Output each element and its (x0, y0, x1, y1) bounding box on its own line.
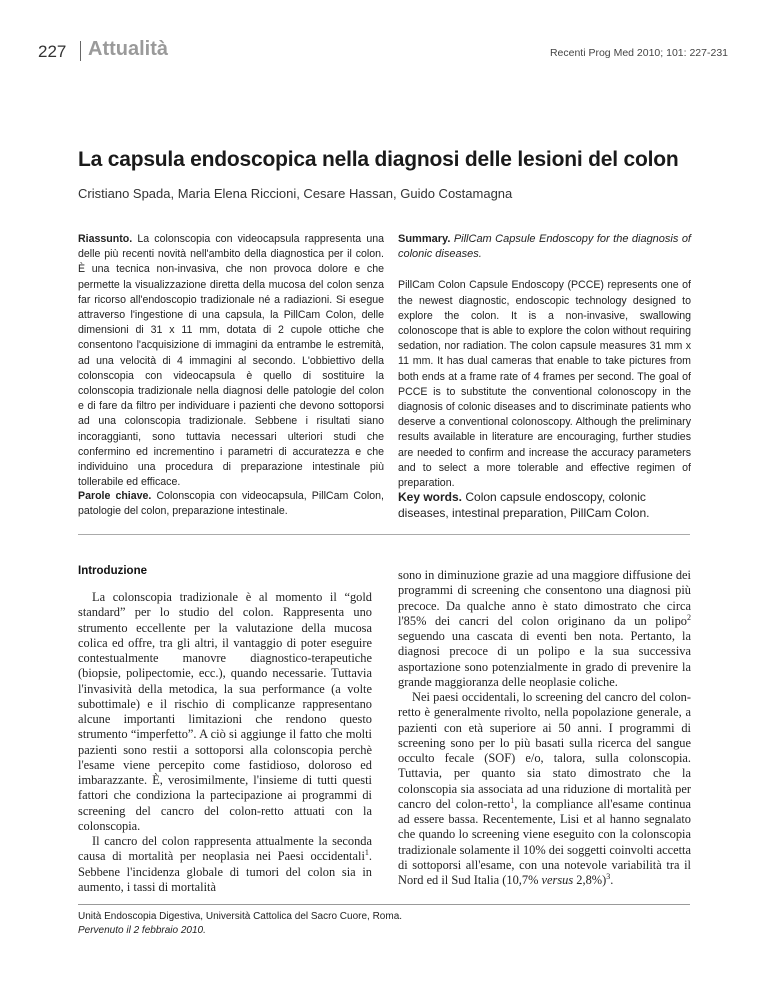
keywords-it: Colonscopia con videocapsula, PillCam Colon, patologie del colon, preparazione intestinale. (78, 490, 384, 518)
text-span: . (610, 873, 614, 887)
text-span: 2,8%) (573, 873, 607, 887)
text-span: sono in diminuzione grazie ad una maggiore diffusione dei programmi di screening che consentono una diagnosi più precoce. Da qualche anno è stato dimostrato che circa l'85% dei cancri del colon originano da un polipo (398, 568, 691, 628)
journal-citation: Recenti Prog Med 2010; 101: 227-231 (549, 47, 728, 59)
section-title: Attualità (88, 38, 168, 60)
text-span: , la compliance all'esame continua ad essere bassa. Recentemente, Lisi et al hanno segnalato che quando lo screening viene eseguito con la colonscopia tradizionale solamente il 10% dei soggetti coinvolti accetta di sottoporsi all'esame, con una notevole variabilità tra il Nord ed il Sud Italia (10,7% (398, 796, 691, 887)
text-span: . Sebbene l'incidenza globale di tumori del colon sia in aumento, i tassi di mortalità (78, 849, 372, 894)
text-span: Il cancro del colon rappresenta attualmente la seconda causa di mortalità per neoplasia nei Paesi occidentali (78, 834, 372, 864)
keywords-en: Colon capsule endoscopy, colonic diseases, intestinal preparation, PillCam Colon. (398, 490, 650, 520)
paragraph (78, 834, 372, 895)
text-span: Nei paesi occidentali, lo screening del cancro del colon-retto è generalmente rivolto, nella popolazione generale, a pazienti con età superiore ai 50 anni. I programmi di screening sono per lo più basati sulla ricerca del sangue occulto fecale (SOF) e/o, talora, sulla colonscopia. Tuttavia, per quanto sia stato dimostrato che la colonscopia sia associata ad una riduzione di mortalità per cancro del colon-retto (398, 690, 691, 811)
page-number: 227 (38, 42, 67, 61)
reference: 2 (687, 612, 691, 622)
reference: 3 (606, 871, 611, 881)
reference: 1 (364, 848, 369, 858)
paragraph: La colonscopia tradizionale è al momento il “gold standard” per lo studio del colon. Rappresenta uno strumento eccellente per la valutazione della mucosa colica ed offre, tra gli altri, il vantaggio di poter eseguire contestualmente manovre diagnostico-terapeutiche (biopsie, polipectomie, ecc.), quando necessarie. Tuttavia l'invasività della metodica, la sua performance (a volte subottimale) e il rischio di complicanze rappresentano alcune importanti limitazioni che rendono questo strumento “imperfetto”. A ciò si aggiunge il fatto che molti pazienti sono restii a sottoporsi alla colonscopia perchè l'esame viene percepito come fastidioso, doloroso ed imbarazzante. È, verosimilmente, l'insieme di tutti questi fattori che condiziona la partecipazione ai programmi di screening del cancro del colon-retto attuati con la colonscopia. (78, 590, 372, 833)
abstract-en-label: Summary. (398, 233, 451, 245)
paragraph (398, 690, 691, 888)
keywords-italian (78, 489, 384, 519)
article-title: La capsula endoscopica nella diagnosi delle lesioni del colon (78, 148, 679, 171)
intro-heading: Introduzione (78, 565, 147, 577)
abstract-divider (78, 534, 690, 535)
text-italic: versus (541, 873, 574, 887)
received-date: Pervenuto il 2 febbraio 2010. (78, 925, 206, 936)
body-column-left (78, 590, 372, 895)
keywords-it-label: Parole chiave. (78, 490, 152, 502)
abstract-italian (78, 232, 384, 490)
article-authors: Cristiano Spada, Maria Elena Riccioni, Cesare Hassan, Guido Costamagna (78, 186, 513, 201)
paragraph (398, 568, 691, 690)
affiliation: Unità Endoscopia Digestiva, Università Cattolica del Sacro Cuore, Roma. (78, 911, 403, 922)
text-span: seguendo una cascata di eventi ben nota. Pertanto, la diagnosi precoce di un polipo e la sua successiva asportazione sono potenzialmente in grado di prevenire la grande maggioranza delle neoplasie coliche. (398, 629, 691, 689)
abstract-english (398, 232, 691, 491)
reference: 1 (510, 795, 515, 805)
footer-divider (78, 904, 690, 905)
abstract-it-text: La colonscopia con videocapsula rappresenta una delle più recenti novità nell'ambito della diagnostica per il colon. È una tecnica non-invasiva, che non provoca dolore e che permette la visualizzazione diretta della mucosa del colon senza far ricorso all'endoscopio tradizionale né a radiazioni. Si esegue attraverso l'ingestione di una capsula, la PillCam Colon, delle dimensioni di 31 x 11 mm, dotata di 2 cupole ottiche che consentono l'acquisizione di immagini da entrambe le estremità, ad una velocità di 4 immagini al secondo. L'obbiettivo della colonscopia con videocapsula è quello di sostituire la colonscopia tradizionale nella diagnosi delle patologie del colon e di fare da filtro per individuare i pazienti che devono sottoporsi ad una colonscopia tradizionale. Sebbene i risultati siano incoraggianti, sono tuttavia necessari ulteriori studi che confermino ed incrementino i parametri di accuratezza e che individuino una procedura di preparazione intestinale più tollerabile ed efficace. (78, 233, 384, 489)
abstract-it-label: Riassunto. (78, 233, 133, 245)
keywords-english (398, 489, 691, 521)
body-column-right (398, 568, 691, 888)
header-divider (80, 41, 81, 61)
abstract-en-text: PillCam Colon Capsule Endoscopy (PCCE) represents one of the newest diagnostic, endoscopic technology designed to explore the colon. It is a non-invasive, swallowing colonoscope that is able to explore the colon without requiring sedation, nor radiation. The colon capsule measures 31 mm x 11 mm. It has dual cameras that enable to take pictures from both ends at a frame rate of 4 frames per second. The goal of PCCE is to substitute the conventional colonoscopy in the diagnosis of colonic diseases and to discriminate patients who deserve a conventional colonoscopy. Although the preliminary results available in literature are encouraging, further studies are needed to confirm and increase the accuracy parameters and to select a more tolerable and effective regimen of preparation. (398, 279, 691, 490)
keywords-en-label: Key words. (398, 490, 463, 504)
abstract-en-title: PillCam Capsule Endoscopy for the diagnosis of colonic diseases. (398, 233, 691, 261)
